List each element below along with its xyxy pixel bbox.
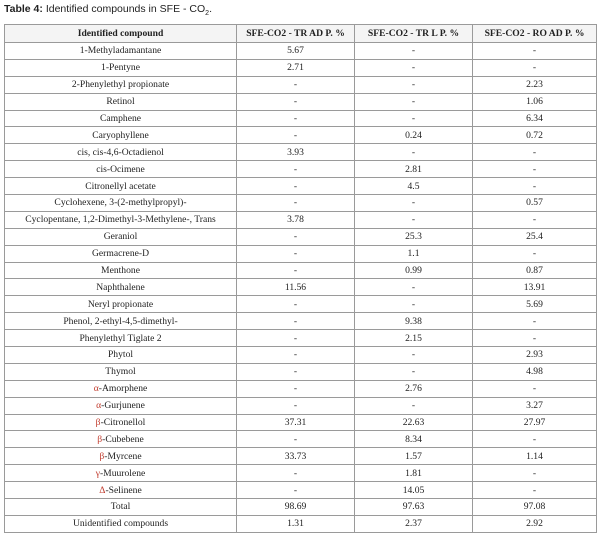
tr-l-value-cell: - [355, 211, 473, 228]
tr-l-value-cell: - [355, 397, 473, 414]
compound-name: cis, cis-4,6-Octadienol [77, 146, 164, 158]
table-row [5, 499, 597, 516]
compound-name-cell [5, 499, 237, 516]
compound-name: Unidentified compounds [72, 518, 169, 530]
ro-ad-value-cell: 4.98 [473, 363, 597, 380]
ro-ad-value-cell: - [473, 380, 597, 397]
ro-ad-value-cell: - [473, 313, 597, 330]
tr-l-value-cell: 14.05 [355, 482, 473, 499]
table-row [5, 245, 597, 262]
table-row [5, 482, 597, 499]
table-row [5, 110, 597, 127]
compound-name: Cyclohexene, 3-(2-methylpropyl)- [54, 197, 187, 209]
tr-l-value-cell: - [355, 195, 473, 212]
tr-l-value-cell: 8.34 [355, 431, 473, 448]
ro-ad-value-cell: 0.57 [473, 195, 597, 212]
tr-ad-value-cell: 98.69 [237, 499, 355, 516]
greek-prefix: β [99, 450, 105, 462]
ro-ad-value-cell: 97.08 [473, 499, 597, 516]
greek-prefix: Δ [99, 484, 106, 496]
ro-ad-value-cell: - [473, 59, 597, 76]
tr-ad-value-cell: - [237, 363, 355, 380]
tr-ad-value-cell: 5.67 [237, 43, 355, 60]
tr-ad-value-cell: - [237, 161, 355, 178]
tr-ad-value-cell: 11.56 [237, 279, 355, 296]
compound-name: -Cubebene [102, 433, 144, 445]
compound-name-cell [5, 195, 237, 212]
ro-ad-value-cell: 3.27 [473, 397, 597, 414]
compound-name: Total [110, 501, 131, 513]
table-row [5, 43, 597, 60]
ro-ad-value-cell: 25.4 [473, 228, 597, 245]
tr-ad-value-cell: - [237, 93, 355, 110]
compound-name: 1-Pentyne [101, 62, 140, 74]
compound-name-cell [5, 127, 237, 144]
compound-name-cell [5, 245, 237, 262]
table-row [5, 414, 597, 431]
header-tr-l: SFE-CO2 - TR L P. % [355, 25, 473, 43]
compound-name: -Selinene [105, 484, 142, 496]
compound-name: Citronellyl acetate [85, 180, 156, 192]
compound-name-cell [5, 43, 237, 60]
tr-l-value-cell: 0.24 [355, 127, 473, 144]
compound-name: Geraniol [103, 231, 138, 243]
ro-ad-value-cell: - [473, 211, 597, 228]
compound-name-cell [5, 380, 237, 397]
table-row [5, 161, 597, 178]
table-row [5, 313, 597, 330]
compound-name: -Myrcene [104, 450, 142, 462]
compound-name: -Citronellol [100, 417, 146, 429]
table-caption [4, 3, 212, 17]
tr-ad-value-cell: - [237, 431, 355, 448]
tr-l-value-cell: 2.37 [355, 515, 473, 532]
compound-name-cell [5, 279, 237, 296]
table-row [5, 448, 597, 465]
compound-name: Menthone [101, 265, 140, 277]
table-row [5, 296, 597, 313]
compound-name-cell [5, 347, 237, 364]
ro-ad-value-cell: 0.72 [473, 127, 597, 144]
tr-ad-value-cell: - [237, 110, 355, 127]
compound-name-cell [5, 465, 237, 482]
ro-ad-value-cell: 27.97 [473, 414, 597, 431]
table-row [5, 363, 597, 380]
tr-ad-value-cell: 3.93 [237, 144, 355, 161]
table-row [5, 59, 597, 76]
header-ro-ad: SFE-CO2 - RO AD P. % [473, 25, 597, 43]
compound-name: Naphthalene [96, 281, 145, 293]
caption-label: Table 4: [4, 3, 43, 15]
table-row [5, 279, 597, 296]
tr-ad-value-cell: - [237, 178, 355, 195]
tr-l-value-cell: 1.57 [355, 448, 473, 465]
tr-ad-value-cell: - [237, 330, 355, 347]
compound-name-cell [5, 313, 237, 330]
ro-ad-value-cell: 1.14 [473, 448, 597, 465]
compound-name-cell [5, 228, 237, 245]
ro-ad-value-cell: 6.34 [473, 110, 597, 127]
tr-ad-value-cell: - [237, 347, 355, 364]
compound-name-cell [5, 161, 237, 178]
compound-name-cell [5, 76, 237, 93]
table-row [5, 144, 597, 161]
greek-prefix: β [95, 417, 101, 429]
compound-name-cell [5, 414, 237, 431]
tr-ad-value-cell: 1.31 [237, 515, 355, 532]
ro-ad-value-cell: - [473, 431, 597, 448]
ro-ad-value-cell: - [473, 161, 597, 178]
compound-name-cell [5, 211, 237, 228]
compound-name-cell [5, 515, 237, 532]
tr-ad-value-cell: - [237, 228, 355, 245]
header-tr-ad: SFE-CO2 - TR AD P. % [237, 25, 355, 43]
header-row [5, 25, 597, 43]
compound-name: -Gurjunene [101, 400, 145, 412]
caption-suffix: . [209, 3, 212, 15]
table-row [5, 380, 597, 397]
tr-l-value-cell: 2.15 [355, 330, 473, 347]
tr-l-value-cell: 1.81 [355, 465, 473, 482]
greek-prefix: α [93, 383, 99, 395]
greek-prefix: γ [95, 467, 100, 479]
tr-l-value-cell: - [355, 363, 473, 380]
table-row [5, 515, 597, 532]
header-compound: Identified compound [5, 25, 237, 43]
tr-ad-value-cell: - [237, 262, 355, 279]
compound-name-cell [5, 178, 237, 195]
compound-name: Camphene [99, 113, 142, 124]
tr-ad-value-cell: 3.78 [237, 211, 355, 228]
tr-ad-value-cell: 37.31 [237, 414, 355, 431]
tr-l-value-cell: 9.38 [355, 313, 473, 330]
compound-name: Germacrene-D [92, 248, 149, 260]
tr-l-value-cell: 0.99 [355, 262, 473, 279]
tr-ad-value-cell: - [237, 76, 355, 93]
tr-l-value-cell: 25.3 [355, 228, 473, 245]
tr-ad-value-cell: - [237, 465, 355, 482]
table-row [5, 93, 597, 110]
table-row [5, 228, 597, 245]
tr-l-value-cell: - [355, 76, 473, 93]
compounds-table [4, 24, 597, 533]
compound-name-cell [5, 59, 237, 76]
table-row [5, 211, 597, 228]
compound-name: Caryophyllene [92, 129, 149, 141]
compound-name: Phenylethyl Tiglate 2 [79, 332, 162, 344]
compound-name: Neryl propionate [87, 298, 154, 310]
tr-ad-value-cell: - [237, 245, 355, 262]
tr-l-value-cell: 2.76 [355, 380, 473, 397]
tr-l-value-cell: - [355, 93, 473, 110]
ro-ad-value-cell: 5.69 [473, 296, 597, 313]
tr-l-value-cell: - [355, 279, 473, 296]
compound-name: -Muurolene [99, 467, 146, 479]
tr-l-value-cell: - [355, 144, 473, 161]
tr-ad-value-cell: 2.71 [237, 59, 355, 76]
compound-name: Phenol, 2-ethyl-4,5-dimethyl- [63, 315, 178, 327]
table-row [5, 330, 597, 347]
compound-name-cell [5, 363, 237, 380]
caption-text: Identified compounds in SFE - CO [42, 3, 206, 15]
greek-prefix: α [96, 400, 102, 412]
tr-ad-value-cell: - [237, 195, 355, 212]
ro-ad-value-cell: 2.23 [473, 76, 597, 93]
ro-ad-value-cell: - [473, 43, 597, 60]
table-row [5, 347, 597, 364]
tr-ad-value-cell: 33.73 [237, 448, 355, 465]
compound-name: Thymol [105, 366, 136, 378]
table-row [5, 127, 597, 144]
table-row [5, 431, 597, 448]
ro-ad-value-cell: 0.87 [473, 262, 597, 279]
ro-ad-value-cell: - [473, 245, 597, 262]
ro-ad-value-cell: - [473, 465, 597, 482]
table-row [5, 262, 597, 279]
caption-subscript: 2 [205, 10, 210, 18]
tr-l-value-cell: - [355, 296, 473, 313]
tr-l-value-cell: - [355, 110, 473, 127]
ro-ad-value-cell: 2.92 [473, 515, 597, 532]
compound-name-cell [5, 296, 237, 313]
tr-ad-value-cell: - [237, 127, 355, 144]
table-row [5, 465, 597, 482]
compound-name: cis-Ocimene [96, 163, 145, 175]
greek-prefix: β [97, 433, 103, 445]
compound-name-cell [5, 431, 237, 448]
table-row [5, 178, 597, 195]
compound-name-cell [5, 144, 237, 161]
compound-name-cell [5, 262, 237, 279]
tr-ad-value-cell: - [237, 296, 355, 313]
tr-l-value-cell: 1.1 [355, 245, 473, 262]
tr-ad-value-cell: - [237, 397, 355, 414]
ro-ad-value-cell: - [473, 178, 597, 195]
compound-name: 1-Methyladamantane [79, 45, 162, 57]
tr-l-value-cell: 2.81 [355, 161, 473, 178]
tr-l-value-cell: - [355, 59, 473, 76]
compound-name: -Amorphene [98, 383, 148, 395]
tr-l-value-cell: 97.63 [355, 499, 473, 516]
compound-name: Retinol [106, 96, 135, 108]
compound-name-cell [5, 110, 237, 127]
table-row [5, 195, 597, 212]
compound-name: Phytol [107, 349, 134, 361]
ro-ad-value-cell: 1.06 [473, 93, 597, 110]
compound-name-cell [5, 330, 237, 347]
compound-name-cell [5, 448, 237, 465]
tr-l-value-cell: 4.5 [355, 178, 473, 195]
compound-name: Cyclopentane, 1,2-Dimethyl-3-Methylene-, Trans [25, 214, 216, 226]
tr-ad-value-cell: - [237, 313, 355, 330]
table-row [5, 76, 597, 93]
compound-name-cell [5, 93, 237, 110]
tr-ad-value-cell: - [237, 380, 355, 397]
ro-ad-value-cell: - [473, 330, 597, 347]
tr-l-value-cell: - [355, 347, 473, 364]
ro-ad-value-cell: 2.93 [473, 347, 597, 364]
tr-ad-value-cell: - [237, 482, 355, 499]
compound-name: 2-Phenylethyl propionate [71, 79, 170, 91]
table-row [5, 397, 597, 414]
ro-ad-value-cell: - [473, 482, 597, 499]
ro-ad-value-cell: - [473, 144, 597, 161]
tr-l-value-cell: 22.63 [355, 414, 473, 431]
compound-name-cell [5, 482, 237, 499]
ro-ad-value-cell: 13.91 [473, 279, 597, 296]
tr-l-value-cell: - [355, 43, 473, 60]
compound-name-cell [5, 397, 237, 414]
